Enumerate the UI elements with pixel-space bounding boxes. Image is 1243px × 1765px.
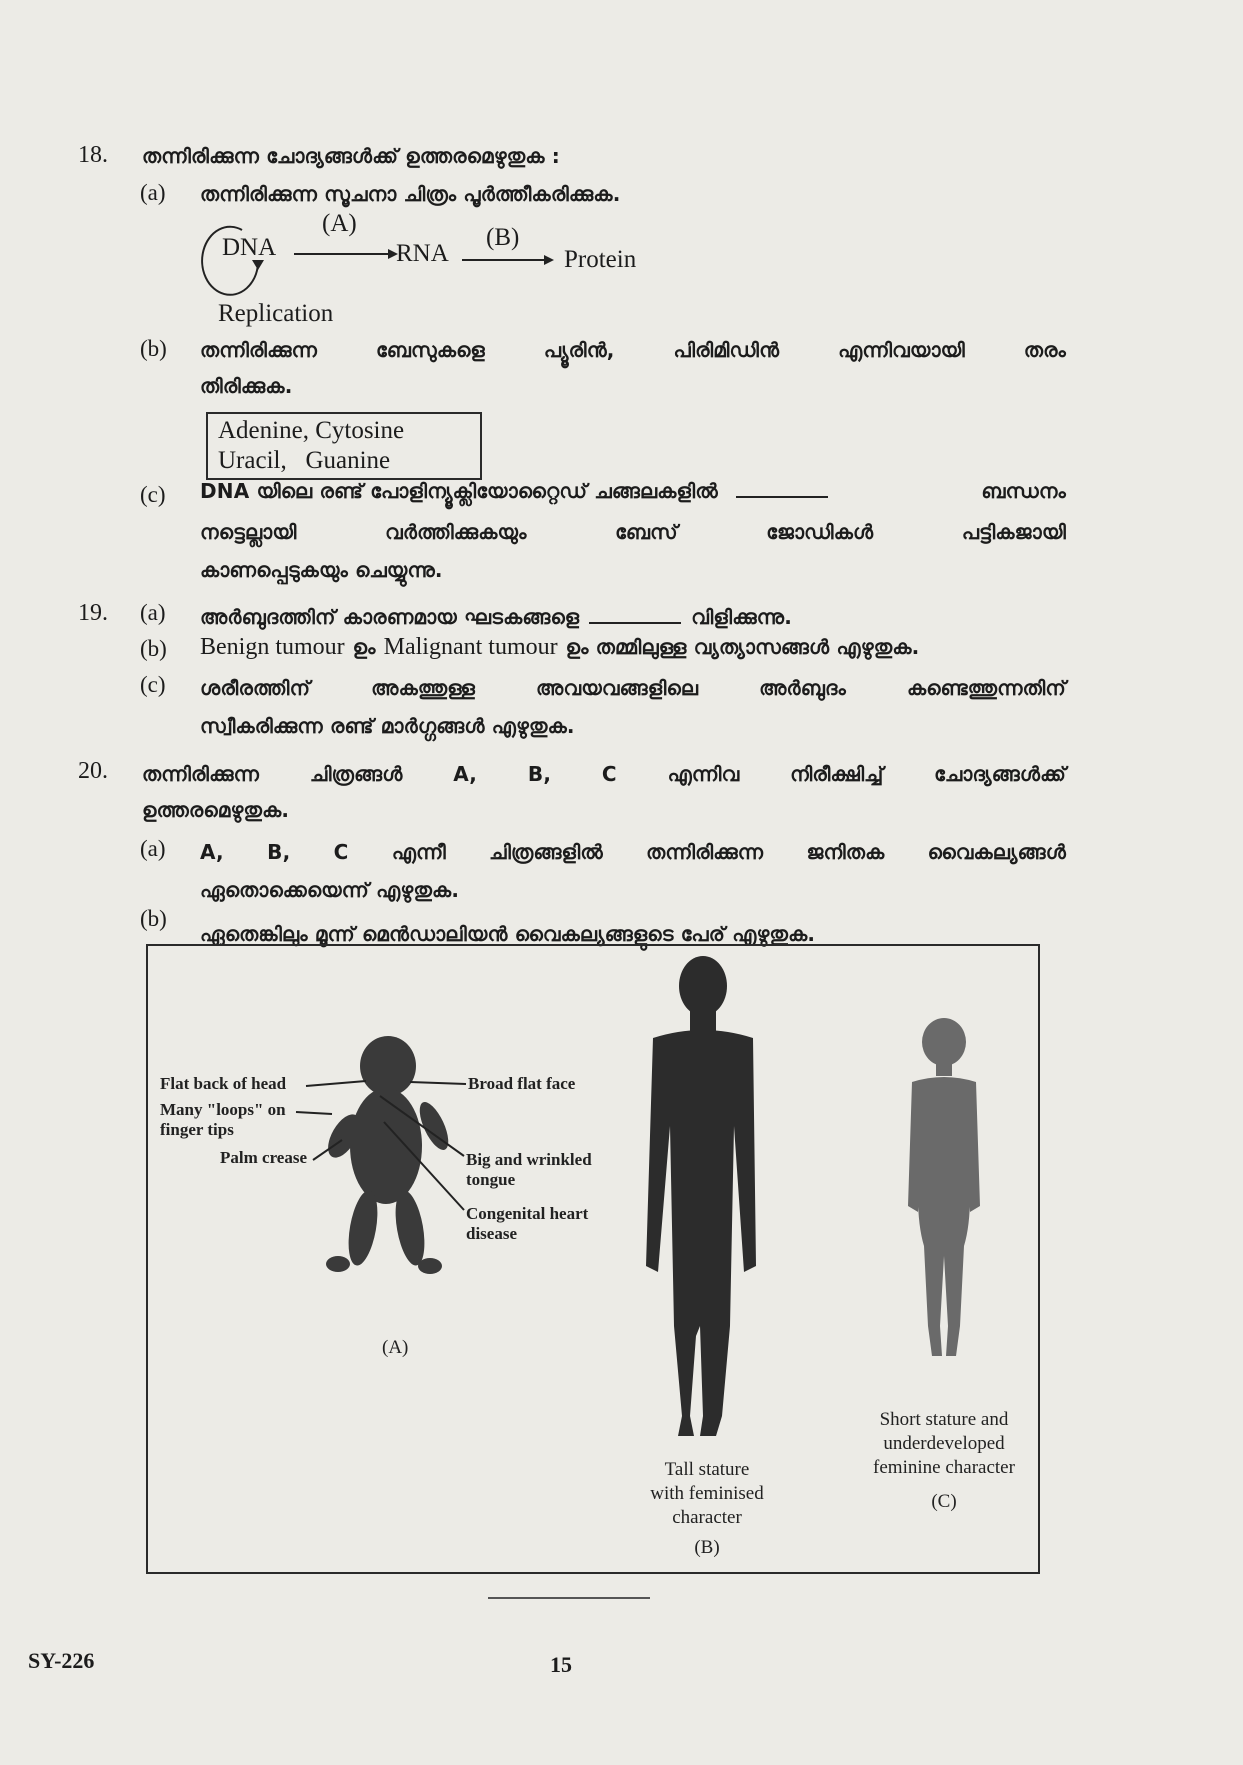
q19a-label: (a) <box>140 600 166 625</box>
caption-c-line1: Short stature and <box>879 1409 1009 1430</box>
q18c-line1 <box>200 478 1066 503</box>
protein-label: Protein <box>564 246 637 273</box>
tall-figure-b <box>646 956 756 1436</box>
label-tongue-line2: tongue <box>466 1170 516 1189</box>
bases-box <box>206 412 482 480</box>
question-number-18: 18. <box>78 142 108 168</box>
dna-label: DNA <box>222 234 277 261</box>
bases-box-line2: Uracil, Guanine <box>218 447 391 474</box>
label-heart-line1: Congenital heart <box>466 1204 589 1223</box>
page-number: 15 <box>550 1652 572 1677</box>
central-dogma-diagram <box>190 212 670 332</box>
short-figure-c <box>908 1018 980 1356</box>
q18-intro: തന്നിരിക്കുന്ന ചോദ്യങ്ങൾക്ക് ഉത്തരമെഴുതുക : <box>142 144 560 168</box>
label-heart-line2: disease <box>466 1224 517 1243</box>
q19b-label: (b) <box>140 636 167 661</box>
q19c-line2: സ്വീകരിക്കുന്ന രണ്ട് മാർഗ്ഗങ്ങൾ എഴുതുക. <box>200 714 575 738</box>
q19c-label: (c) <box>140 672 166 697</box>
caption-a: (A) <box>382 1337 409 1358</box>
label-loops-line2: finger tips <box>160 1120 234 1139</box>
caption-c-line2: underdeveloped <box>883 1433 1005 1454</box>
label-palm-crease: Palm crease <box>220 1148 308 1167</box>
q19a-text-start: അർബുദത്തിന് കാരണമായ ഘടകങ്ങളെ <box>200 605 580 629</box>
label-broad-flat-face: Broad flat face <box>468 1074 576 1093</box>
paper-code: SY-226 <box>28 1648 95 1673</box>
q19a-blank <box>589 604 681 624</box>
caption-b <box>622 1458 792 1560</box>
q20b-label: (b) <box>140 906 167 931</box>
caption-b-line1: Tall stature <box>664 1459 750 1480</box>
question-number-19: 19. <box>78 600 108 626</box>
q20a-line2: ഏതൊക്കെയെന്ന് എഴുതുക. <box>200 878 460 902</box>
arrow-b-label: (B) <box>486 224 520 251</box>
caption-c <box>854 1408 1034 1514</box>
genetic-disorders-figure <box>146 944 1040 1574</box>
arrow-a-label: (A) <box>322 210 357 237</box>
q18c-blank <box>736 478 828 498</box>
question-number-20: 20. <box>78 758 108 784</box>
caption-b-line2: with feminised <box>650 1483 764 1504</box>
q18a-label: (a) <box>140 180 166 205</box>
rna-label: RNA <box>396 240 449 267</box>
q20-intro-line2: ഉത്തരമെഴുതുക. <box>142 798 290 822</box>
q19a-line <box>200 604 792 629</box>
caption-c-letter: (C) <box>931 1491 957 1512</box>
caption-c-line3: feminine character <box>873 1457 1015 1478</box>
bases-box-line1: Adenine, Cytosine <box>218 417 405 444</box>
infant-figure-a <box>322 1036 454 1274</box>
q20b-text: ഏതെങ്കിലും മൂന്ന് മെൻഡാലിയൻ വൈകല്യങ്ങളുടെ പേര് എഴുതുക. <box>200 922 816 946</box>
q18b-text-line2: തിരിക്കുക. <box>200 374 293 398</box>
q19b-rest: ഉം തമ്മിലുള്ള വ്യത്യാസങ്ങൾ എഴുതുക. <box>565 635 920 659</box>
caption-b-letter: (B) <box>694 1537 720 1558</box>
label-tongue-line1: Big and wrinkled <box>466 1150 592 1169</box>
q18b-text-line1: തന്നിരിക്കുന്ന ബേസുകളെ പ്യൂരിൻ, പിരിമിഡിൻ എന്നിവയായി തരം <box>200 338 1066 362</box>
caption-b-line3: character <box>672 1507 742 1528</box>
q20-intro-line1: തന്നിരിക്കുന്ന ചിത്രങ്ങൾ A, B, C എന്നിവ നിരീക്ഷിച്ച് ചോദ്യങ്ങൾക്ക് <box>142 762 1066 786</box>
q18c-line1-end: ബന്ധനം <box>981 479 1066 503</box>
q19a-text-end: വിളിക്കുന്നു. <box>691 605 792 629</box>
q19b-line <box>200 634 919 661</box>
q19c-line1: ശരീരത്തിന് അകത്തുള്ള അവയവങ്ങളിലെ അർബുദം കണ്ടെത്തുന്നതിന് <box>200 676 1066 700</box>
end-divider <box>488 1597 650 1599</box>
q19b-um: ഉം <box>352 635 376 659</box>
q20a-line1: A, B, C എന്നീ ചിത്രങ്ങളിൽ തന്നിരിക്കുന്ന ജനിതക വൈകല്യങ്ങൾ <box>200 840 1066 864</box>
q18c-line3: കാണപ്പെടുകയും ചെയ്യുന്നു. <box>200 558 443 582</box>
q18c-line2: നട്ടെല്ലായി വർത്തിക്കുകയും ബേസ് ജോഡികൾ പട്ടികജായി <box>200 520 1066 544</box>
q18b-label: (b) <box>140 336 167 361</box>
replication-label: Replication <box>218 300 334 327</box>
q20a-label: (a) <box>140 836 166 861</box>
q18c-line1-start: DNA യിലെ രണ്ട് പോളിന്യൂക്ലിയോറ്റൈഡ് ചങ്ങലകളിൽ <box>200 479 718 503</box>
label-loops-line1: Many "loops" on <box>160 1100 286 1119</box>
q18a-text: തന്നിരിക്കുന്ന സൂചനാ ചിത്രം പൂർത്തീകരിക്കുക. <box>200 182 621 206</box>
q19b-benign: Benign tumour <box>200 634 345 660</box>
label-flat-back-of-head: Flat back of head <box>160 1074 287 1093</box>
q18c-label: (c) <box>140 482 166 507</box>
q19b-malignant: Malignant tumour <box>383 634 558 660</box>
